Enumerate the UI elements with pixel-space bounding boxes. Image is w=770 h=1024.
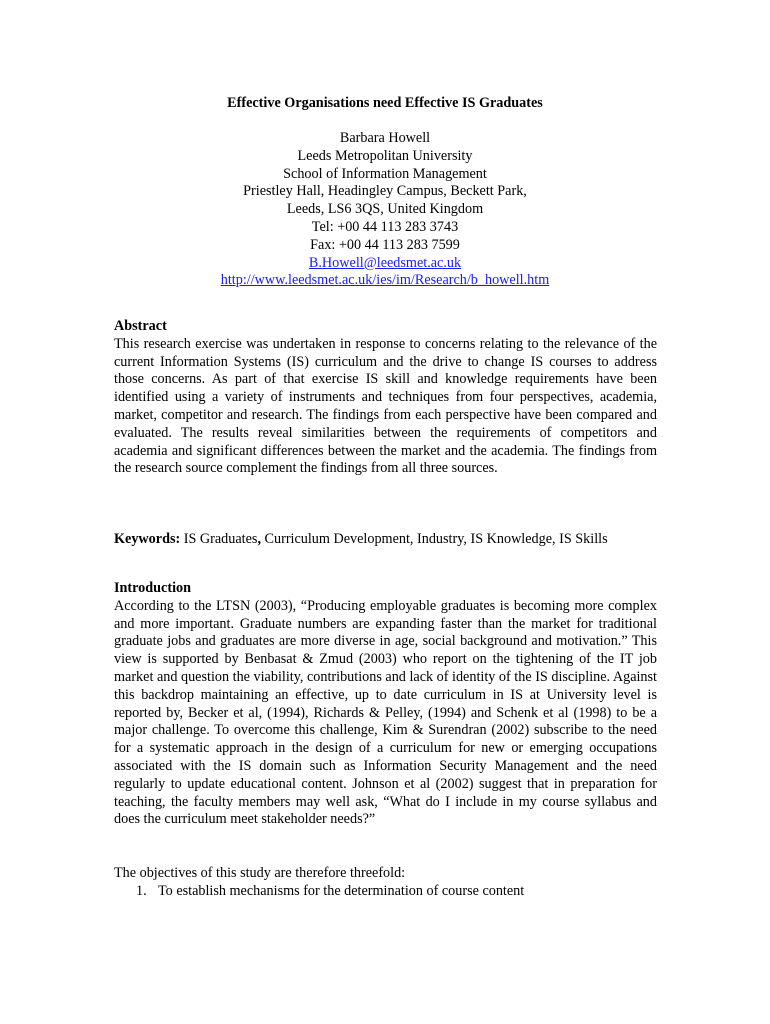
abstract-text: This research exercise was undertaken in response to concerns relating to the relevance of the current Information Systems (IS) curriculum and the drive to change IS courses to address those concerns. As part of that exercise IS skill and knowledge requirements have been identified using a variety of instruments and techniques from four perspectives, academia, market, competitor and research. The findings from each perspective have been compared and evaluated. The results reveal similarities between the requirements of competitors and academia and significant differences between the market and the academia. The findings from the research source complement the findings from all three sources. xyxy=(114,335,657,477)
author-fax: Fax: +00 44 113 283 7599 xyxy=(310,236,460,253)
keywords-list: Curriculum Development, Industry, IS Knowledge, IS Skills xyxy=(260,531,608,547)
keywords-separator: , xyxy=(257,531,261,547)
keywords-label: Keywords: xyxy=(114,531,181,547)
author-affiliation-line: Priestley Hall, Headingley Campus, Beckett Park, xyxy=(243,183,527,200)
introduction-section xyxy=(114,580,657,829)
author-affiliation-line: Leeds, LS6 3QS, United Kingdom xyxy=(286,201,484,218)
author-name: Barbara Howell xyxy=(339,130,431,146)
keywords-section xyxy=(114,531,657,549)
objectives-intro: The objectives of this study are therefore threefold: xyxy=(114,865,406,881)
author-affiliation-line: Leeds Metropolitan University xyxy=(297,147,473,164)
objectives-section xyxy=(114,865,657,901)
list-item-text: To establish mechanisms for the determination of course content xyxy=(158,882,525,899)
list-item-number: 1. xyxy=(136,882,147,899)
author-affiliation-line: School of Information Management xyxy=(283,165,487,182)
abstract-heading: Abstract xyxy=(114,318,167,334)
author-homepage-link[interactable]: http://www.leedsmet.ac.uk/ies/im/Research/b_howell.htm xyxy=(220,272,550,289)
list-item xyxy=(114,883,657,901)
introduction-heading: Introduction xyxy=(114,580,191,596)
author-phone: Tel: +00 44 113 283 3743 xyxy=(311,218,459,235)
abstract-section xyxy=(114,318,657,478)
author-block xyxy=(0,130,770,290)
author-email-link[interactable]: B.Howell@leedsmet.ac.uk xyxy=(308,254,462,271)
introduction-text: According to the LTSN (2003), “Producing employable graduates is becoming more complex and more important. Graduate numbers are expanding faster than the market for traditional graduate jobs and graduates are more diverse in age, social background and motivation.” This view is supported by Benbasat & Zmud (2003) who report on the tightening of the IT job market and question the viability, contributions and lack of identity of the IS discipline. Against this backdrop maintaining an effective, up to date curriculum in IS at University level is reported by, Becker et al, (1994), Richards & Pelley, (1994) and Schenk et al (1998) to be a major challenge. To overcome this challenge, Kim & Surendran (2002) subscribe to the need for a systematic approach in the design of a curriculum for new or emerging occupations associated with the IS domain such as Information Security Management and the need regularly to update educational content. Johnson et al (2002) suggest that in preparation for teaching, the faculty members may well ask, “What do I include in my course syllabus and does the curriculum meet stakeholder needs?” xyxy=(114,597,657,828)
keywords-first: IS Graduates xyxy=(180,531,258,547)
paper-title: Effective Organisations need Effective IS Graduates xyxy=(227,95,543,111)
